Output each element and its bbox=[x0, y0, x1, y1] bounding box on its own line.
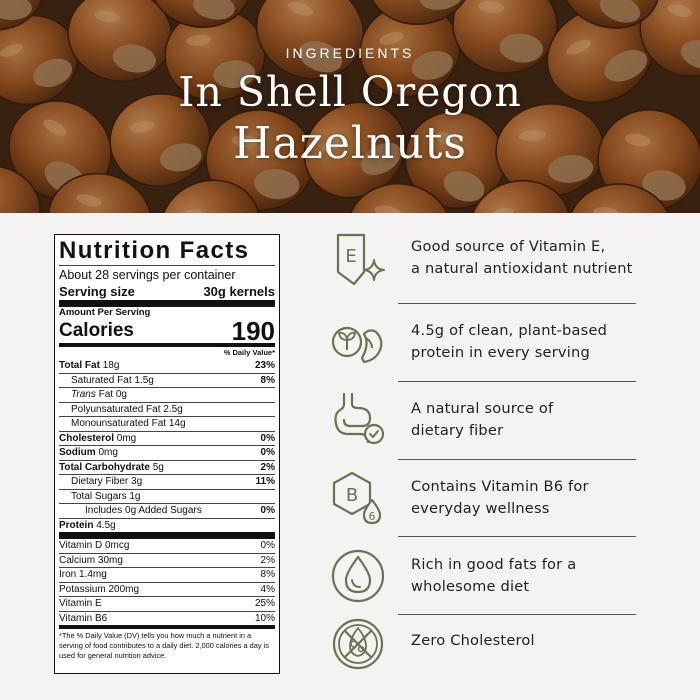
vitamin-label: Potassium 200mg bbox=[59, 583, 140, 595]
feature-line1: Zero Cholesterol bbox=[411, 632, 535, 649]
vitamin-label: Vitamin B6 bbox=[59, 612, 108, 624]
nutrient-label: Saturated Fat 1.5g bbox=[71, 374, 154, 386]
nutrient-label: Cholesterol 0mg bbox=[59, 432, 137, 444]
plant-protein-icon bbox=[330, 316, 386, 372]
nutrient-label: Total Sugars 1g bbox=[71, 490, 141, 502]
vitamin-e-icon bbox=[330, 232, 386, 288]
nutrient-label: Dietary Fiber 3g bbox=[71, 476, 143, 487]
vitamin-rows bbox=[59, 539, 275, 625]
feature-fiber bbox=[330, 392, 636, 452]
nutrient-label: Polyunsaturated Fat 2.5g bbox=[71, 403, 183, 415]
feature-text bbox=[411, 476, 589, 520]
feature-text bbox=[411, 236, 633, 280]
calories-value: 190 bbox=[231, 316, 275, 346]
oil-drop-icon bbox=[330, 548, 386, 604]
feature-line2: wholesome diet bbox=[411, 578, 530, 595]
vitamin-daily-value: 10% bbox=[254, 612, 275, 624]
feature-text bbox=[411, 630, 535, 652]
vitamin-e-letter: E bbox=[345, 246, 357, 267]
amount-per-serving: Amount Per Serving bbox=[59, 307, 151, 318]
feature-zero-cholesterol bbox=[330, 616, 636, 676]
nutrient-daily-value: 2% bbox=[260, 461, 275, 473]
divider bbox=[398, 536, 636, 537]
daily-value-header: % Daily Value* bbox=[59, 343, 275, 359]
feature-protein bbox=[330, 316, 636, 376]
feature-vitamin-e bbox=[330, 232, 636, 292]
vitamin-daily-value: 25% bbox=[254, 598, 275, 609]
vitamin-label: Calcium 30mg bbox=[59, 554, 123, 566]
feature-line1: Rich in good fats for a bbox=[411, 556, 577, 573]
feature-line1: 4.5g of clean, plant-based bbox=[411, 322, 608, 339]
vitamin-row bbox=[59, 567, 275, 582]
nutrient-row bbox=[59, 431, 275, 446]
nutrient-daily-value: 8% bbox=[260, 374, 275, 386]
vitamin-row bbox=[59, 611, 275, 626]
divider bbox=[398, 614, 636, 615]
vitamin-label: Vitamin D 0mcg bbox=[59, 540, 130, 551]
nutrient-label: Trans Fat 0g bbox=[71, 389, 127, 400]
vitamin-daily-value: 2% bbox=[260, 554, 275, 566]
nutrient-daily-value: 11% bbox=[255, 476, 275, 487]
vitamin-row bbox=[59, 539, 275, 553]
vitamin-daily-value: 8% bbox=[260, 569, 275, 580]
nutrient-daily-value: 23% bbox=[254, 360, 275, 371]
vitamin-row bbox=[59, 596, 275, 611]
nutrient-daily-value: 0% bbox=[260, 447, 275, 458]
nutrient-label: Total Carbohydrate 5g bbox=[59, 461, 164, 473]
serving-size-row bbox=[59, 283, 275, 300]
nutrient-daily-value: 0% bbox=[260, 505, 275, 516]
thick-divider bbox=[59, 300, 275, 307]
hero-title-line1: In Shell Oregon bbox=[178, 68, 522, 116]
hero-eyebrow: INGREDIENTS bbox=[285, 45, 415, 61]
feature-good-fats bbox=[330, 548, 636, 608]
vitamin-b6-icon bbox=[330, 470, 386, 526]
hero-title-line2: Hazelnuts bbox=[233, 118, 467, 169]
daily-value-footnote: *The % Daily Value (DV) tells you how much a nutrient in a serving of food contributes to a daily diet. 2,000 calories a day is used for general nutrition advice. bbox=[59, 625, 275, 660]
nutrient-row bbox=[59, 416, 275, 431]
feature-line1: Contains Vitamin B6 for bbox=[411, 478, 589, 495]
calories-row bbox=[59, 316, 275, 346]
feature-line2: protein in every serving bbox=[411, 344, 590, 361]
vitamin-label: Iron 1.4mg bbox=[59, 569, 107, 580]
nutrient-label: Monounsaturated Fat 14g bbox=[71, 418, 186, 429]
nutrient-row bbox=[59, 518, 275, 533]
nutrient-daily-value: 0% bbox=[260, 432, 275, 444]
no-cholesterol-icon bbox=[330, 616, 386, 672]
nutrient-label: Sodium 0mg bbox=[59, 447, 118, 458]
nutrient-row bbox=[59, 460, 275, 475]
nutrition-facts-label bbox=[54, 234, 280, 674]
nutrient-label: Total Fat 18g bbox=[59, 360, 120, 371]
servings-per-container: About 28 servings per container bbox=[59, 265, 275, 283]
vitamin-row bbox=[59, 582, 275, 597]
nutrient-label: Protein 4.5g bbox=[59, 519, 116, 531]
nutrient-row bbox=[59, 445, 275, 460]
nutrition-facts-title: Nutrition Facts bbox=[59, 237, 250, 264]
feature-text bbox=[411, 554, 576, 598]
nutrient-label: Includes 0g Added Sugars bbox=[85, 505, 202, 516]
feature-text bbox=[411, 320, 607, 364]
feature-line2: a natural antioxidant nutrient bbox=[411, 260, 633, 277]
divider bbox=[398, 381, 636, 382]
vitamin-b6-digit: 6 bbox=[368, 510, 376, 523]
nutrient-row bbox=[59, 474, 275, 489]
serving-size-label: Serving size bbox=[59, 284, 135, 299]
digestion-icon bbox=[330, 392, 386, 448]
divider bbox=[398, 459, 636, 460]
nutrient-row bbox=[59, 373, 275, 388]
feature-line1: Good source of Vitamin E, bbox=[411, 238, 606, 255]
vitamin-daily-value: 4% bbox=[260, 583, 275, 595]
thick-divider bbox=[59, 532, 275, 539]
nutrient-row bbox=[59, 489, 275, 504]
feature-text bbox=[411, 398, 553, 442]
nutrient-row bbox=[59, 359, 275, 373]
feature-line1: A natural source of bbox=[411, 400, 554, 417]
feature-vitamin-b6 bbox=[330, 470, 636, 530]
vitamin-label: Vitamin E bbox=[59, 598, 102, 609]
nutrient-rows bbox=[59, 359, 275, 532]
vitamin-row bbox=[59, 553, 275, 568]
divider bbox=[398, 303, 636, 304]
feature-line2: everyday wellness bbox=[411, 500, 550, 517]
nutrient-row bbox=[59, 402, 275, 417]
calories-label: Calories bbox=[59, 320, 134, 341]
nutrient-row bbox=[59, 387, 275, 402]
hero-banner bbox=[0, 0, 700, 213]
nutrient-row bbox=[59, 503, 275, 518]
vitamin-daily-value: 0% bbox=[260, 540, 275, 551]
vitamin-b-letter: B bbox=[345, 485, 359, 506]
feature-line2: dietary fiber bbox=[411, 422, 504, 439]
serving-size-value: 30g kernels bbox=[203, 284, 275, 299]
